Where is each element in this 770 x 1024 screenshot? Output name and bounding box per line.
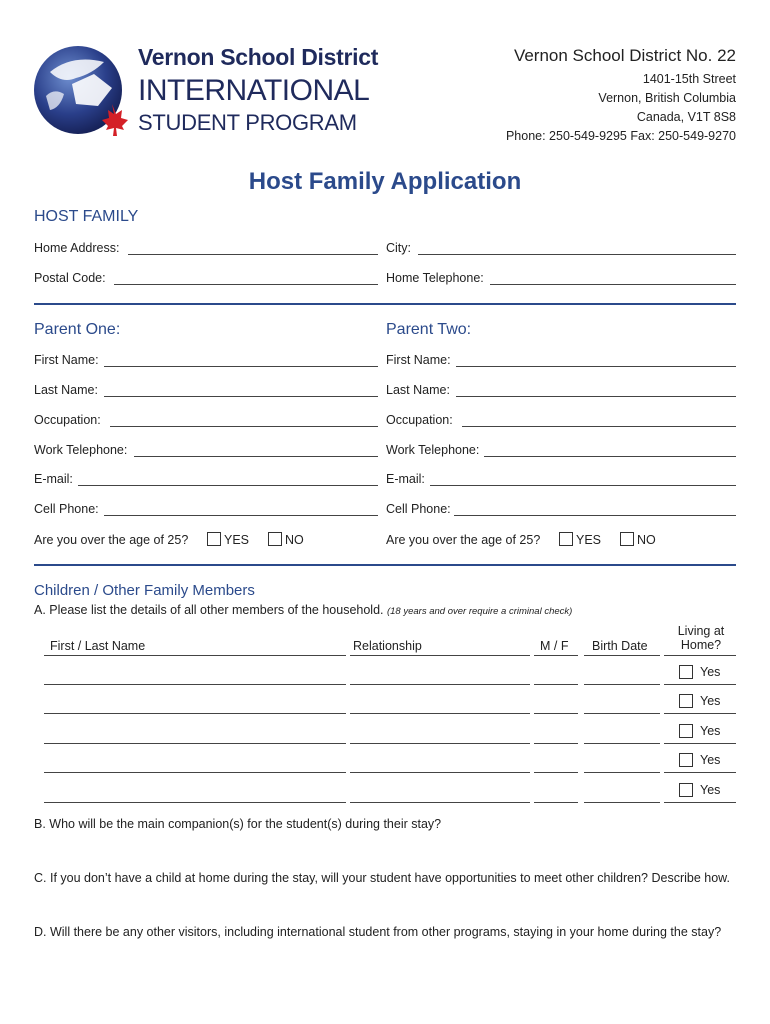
row-underline: [664, 772, 736, 773]
home-address-field[interactable]: [128, 254, 378, 255]
p1-age-question: Are you over the age of 25?: [34, 533, 189, 547]
p2-first-name-label: First Name:: [386, 353, 451, 367]
parent-two-heading: Parent Two:: [386, 321, 472, 338]
row-underline: [664, 743, 736, 744]
member-relationship-field[interactable]: [350, 802, 530, 803]
country-postal: Canada, V1T 8S8: [636, 110, 736, 124]
header-underline: [350, 655, 530, 656]
p1-cell-phone-field[interactable]: [104, 515, 378, 516]
p2-last-name-field[interactable]: [456, 396, 736, 397]
brand-wordmark: [138, 44, 379, 136]
header-underline: [534, 655, 578, 656]
member-sex-field[interactable]: [534, 743, 578, 744]
answer-d-area[interactable]: [34, 943, 736, 1003]
p2-email-field[interactable]: [430, 485, 736, 486]
street-address: 1401-15th Street: [642, 72, 736, 86]
row-underline: [664, 802, 736, 803]
question-c: C. If you don’t have a child at home during the stay, will your student have opportunities to meet other children? Describe how.: [34, 871, 730, 885]
p1-work-telephone-label: Work Telephone:: [34, 443, 128, 457]
p1-age-no-checkbox[interactable]: [268, 532, 282, 546]
p1-last-name-field[interactable]: [104, 396, 378, 397]
city-field[interactable]: [418, 254, 736, 255]
p1-cell-phone-label: Cell Phone:: [34, 502, 99, 516]
member-name-field[interactable]: [44, 802, 346, 803]
member-living-at-home-checkbox[interactable]: [679, 753, 693, 767]
p2-age-question: Are you over the age of 25?: [386, 533, 541, 547]
member-relationship-field[interactable]: [350, 713, 530, 714]
home-telephone-label: Home Telephone:: [386, 271, 484, 285]
member-birth-date-field[interactable]: [584, 743, 660, 744]
member-living-at-home-checkbox[interactable]: [679, 783, 693, 797]
member-relationship-field[interactable]: [350, 743, 530, 744]
member-living-yes-label: Yes: [700, 665, 721, 679]
p2-age-yes-checkbox[interactable]: [559, 532, 573, 546]
p1-age-no-label: NO: [285, 533, 304, 547]
city-label: City:: [386, 241, 411, 255]
p2-last-name-label: Last Name:: [386, 383, 450, 397]
criminal-check-note: (18 years and over require a criminal check): [386, 606, 573, 617]
member-living-at-home-checkbox[interactable]: [679, 694, 693, 708]
member-living-yes-label: Yes: [700, 724, 721, 738]
member-birth-date-field[interactable]: [584, 802, 660, 803]
p1-work-telephone-field[interactable]: [134, 456, 378, 457]
children-instruction-text: A. Please list the details of all other members of the household.: [34, 603, 384, 617]
question-d: D. Will there be any other visitors, including international student from other programs, staying in your home during the stay?: [34, 925, 722, 939]
col-header-living: [666, 624, 736, 652]
p1-email-field[interactable]: [78, 485, 378, 486]
question-b: B. Who will be the main companion(s) for the student(s) during their stay?: [34, 817, 442, 831]
member-living-yes-label: Yes: [700, 783, 721, 797]
member-birth-date-field[interactable]: [584, 684, 660, 685]
col-header-living-line1: Living at: [677, 624, 725, 638]
p1-occupation-field[interactable]: [110, 426, 378, 427]
p1-last-name-label: Last Name:: [34, 383, 98, 397]
p2-work-telephone-field[interactable]: [484, 456, 736, 457]
member-birth-date-field[interactable]: [584, 772, 660, 773]
member-living-at-home-checkbox[interactable]: [679, 665, 693, 679]
brand-line-1: Vernon School District: [138, 44, 379, 70]
p1-first-name-field[interactable]: [104, 366, 378, 367]
district-address: [506, 44, 736, 146]
p1-first-name-label: First Name:: [34, 353, 99, 367]
member-relationship-field[interactable]: [350, 772, 530, 773]
member-name-field[interactable]: [44, 684, 346, 685]
member-sex-field[interactable]: [534, 772, 578, 773]
member-living-at-home-checkbox[interactable]: [679, 724, 693, 738]
row-underline: [664, 684, 736, 685]
p1-email-label: E-mail:: [34, 472, 73, 486]
answer-c-area[interactable]: [34, 889, 736, 919]
member-living-yes-label: Yes: [700, 753, 721, 767]
host-family-heading: HOST FAMILY: [34, 208, 139, 225]
p2-cell-phone-label: Cell Phone:: [386, 502, 451, 516]
page-title: Host Family Application: [248, 168, 522, 195]
postal-code-label: Postal Code:: [34, 271, 106, 285]
p2-first-name-field[interactable]: [456, 366, 736, 367]
member-birth-date-field[interactable]: [584, 713, 660, 714]
row-underline: [664, 713, 736, 714]
col-header-name: First / Last Name: [50, 639, 146, 653]
header-underline: [664, 655, 736, 656]
globe-maple-icon: [32, 44, 142, 136]
p1-age-yes-label: YES: [224, 533, 250, 547]
member-sex-field[interactable]: [534, 802, 578, 803]
col-header-living-line2: Home?: [680, 638, 722, 652]
p2-email-label: E-mail:: [386, 472, 425, 486]
p2-occupation-field[interactable]: [462, 426, 736, 427]
city-province: Vernon, British Columbia: [598, 91, 736, 105]
section-divider: [34, 564, 736, 566]
parent-one-heading: Parent One:: [34, 321, 121, 338]
col-header-birth-date: Birth Date: [592, 639, 648, 653]
p1-occupation-label: Occupation:: [34, 413, 101, 427]
member-name-field[interactable]: [44, 713, 346, 714]
member-relationship-field[interactable]: [350, 684, 530, 685]
col-header-relationship: Relationship: [353, 639, 422, 653]
member-living-yes-label: Yes: [700, 694, 721, 708]
brand-line-3: STUDENT PROGRAM: [138, 110, 357, 135]
member-sex-field[interactable]: [534, 713, 578, 714]
p2-age-yes-label: YES: [576, 533, 602, 547]
postal-code-field[interactable]: [114, 284, 378, 285]
member-sex-field[interactable]: [534, 684, 578, 685]
header-underline: [584, 655, 660, 656]
children-instruction: [34, 603, 572, 617]
col-header-mf: M / F: [540, 639, 569, 653]
p2-work-telephone-label: Work Telephone:: [386, 443, 480, 457]
p2-cell-phone-field[interactable]: [454, 515, 736, 516]
phone-fax: Phone: 250-549-9295 Fax: 250-549-9270: [505, 129, 736, 143]
children-heading: Children / Other Family Members: [34, 582, 255, 599]
brand-line-2: INTERNATIONAL: [138, 74, 370, 107]
section-divider: [34, 303, 736, 305]
p1-age-yes-checkbox[interactable]: [207, 532, 221, 546]
answer-b-area[interactable]: [34, 835, 736, 865]
member-name-field[interactable]: [44, 772, 346, 773]
header-underline: [44, 655, 346, 656]
org-name: Vernon School District No. 22: [513, 46, 736, 65]
home-address-label: Home Address:: [34, 241, 120, 255]
p2-age-no-label: NO: [637, 533, 656, 547]
p2-occupation-label: Occupation:: [386, 413, 453, 427]
p2-age-no-checkbox[interactable]: [620, 532, 634, 546]
home-telephone-field[interactable]: [490, 284, 736, 285]
member-name-field[interactable]: [44, 743, 346, 744]
